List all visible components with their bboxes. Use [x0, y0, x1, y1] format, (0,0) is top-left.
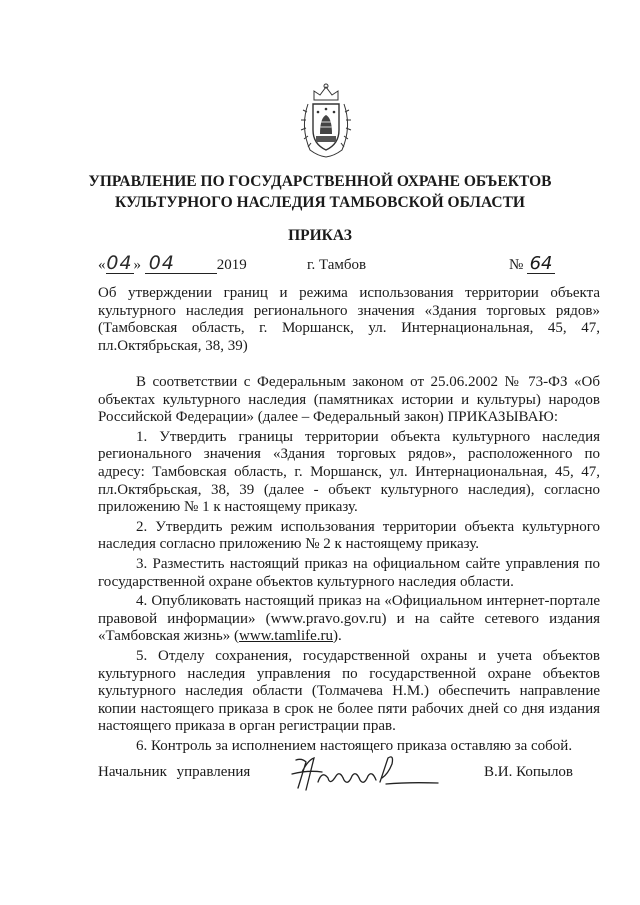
date-day: 04 — [106, 252, 133, 274]
order-subject: Об утверждении границ и режима использования территории объекта культурного наследия регионального значения «Здания торговых рядов» (Тамбовская область, г. Моршанск, ул. Интернациональная, 45, 47, пл.Октябрьская, 38, 39) — [98, 285, 600, 354]
number-value: 64 — [529, 253, 553, 274]
order-date — [98, 252, 247, 275]
intro-paragraph: В соответствии с Федеральным законом от 25.06.2002 № 73-ФЗ «Об объектах культурного наследия (памятниках истории и культуры) народов Российской Федерации» (далее – Федеральный закон) ПРИКАЗЫВАЮ: — [98, 374, 600, 426]
date-open-quote: « — [98, 257, 106, 273]
agency-title-line-1: УПРАВЛЕНИЕ ПО ГОСУДАРСТВЕННОЙ ОХРАНЕ ОБЪЕКТОВ — [88, 173, 552, 190]
signatory-title: Начальник управления — [98, 764, 251, 780]
clause-1: 1. Утвердить границы территории объекта культурного наследия регионального значения «Здания торговых рядов», расположенного по адресу: Тамбовская область, г. Моршанск, ул. Интернациональная, 45, 47, пл.Октябрьская, 38, 39 (далее - объект культурного наследия), согласно приложению № 1 к настоящему приказу. — [98, 428, 600, 516]
handwritten-signature — [288, 752, 448, 798]
clause-4-end: ). — [333, 628, 342, 645]
coat-of-arms-icon — [298, 82, 354, 160]
clause-6: 6. Контроль за исполнением настоящего приказа оставляю за собой. — [136, 737, 573, 754]
agency-title-line-2: КУЛЬТУРНОГО НАСЛЕДИЯ ТАМБОВСКОЙ ОБЛАСТИ — [115, 194, 525, 211]
clause-2: 2. Утвердить режим использования территории объекта культурного наследия согласно приложению № 2 к настоящему приказу. — [98, 518, 600, 553]
number-sign: № — [509, 257, 524, 273]
clause-4 — [98, 593, 600, 646]
document-type: ПРИКАЗ — [288, 227, 352, 244]
signatory-name: В.И. Копылов — [484, 764, 574, 780]
date-month: 04 — [148, 252, 175, 274]
tamlife-link[interactable]: www.tamlife.ru — [239, 628, 334, 645]
order-city: г. Тамбов — [307, 257, 367, 273]
clause-3: 3. Разместить настоящий приказ на официальном сайте управления по государственной охране объектов культурного наследия области. — [98, 555, 600, 590]
clause-4-text: 4. Опубликовать настоящий приказ на «Официальном интернет-портале правовой информации» (www.pravo.gov.ru) и на сайте сетевого издания «Тамбовская жизнь» ( — [98, 593, 600, 645]
clause-5: 5. Отделу сохранения, государственной охраны и учета объектов культурного наследия управления по государственной охране объектов культурного наследия области (Толмачева Н.М.) обеспечить направление копии настоящего приказа в срок не более пяти рабочих дней со дня издания настоящего приказа в орган регистрации прав. — [98, 647, 600, 735]
date-year: 2019 — [216, 257, 247, 273]
date-close-quote: » — [133, 257, 141, 273]
order-body — [98, 374, 600, 757]
order-number — [509, 255, 555, 275]
